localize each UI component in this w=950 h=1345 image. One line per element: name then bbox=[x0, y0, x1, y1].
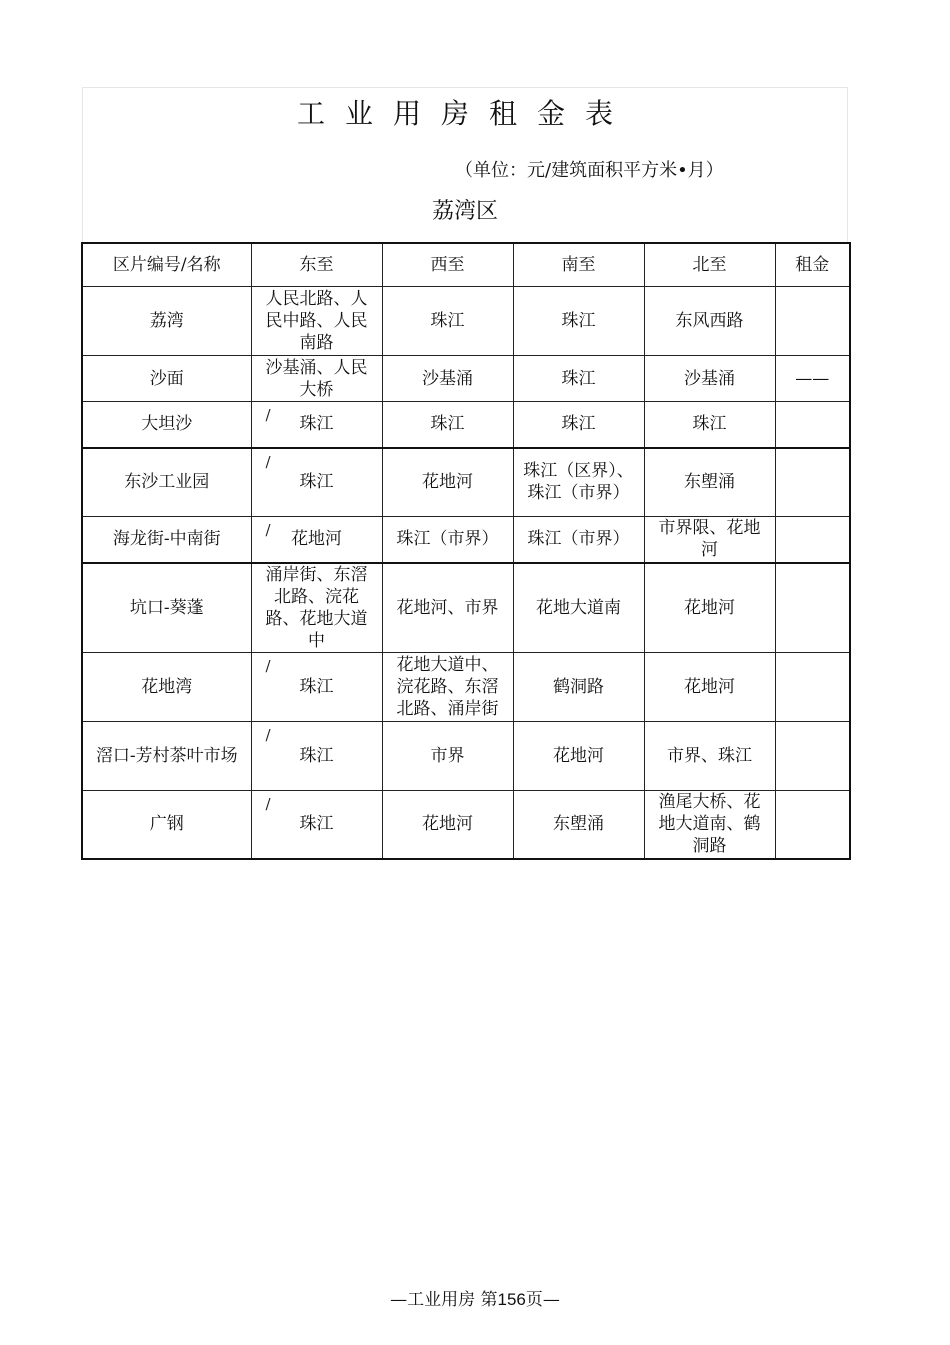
cell-south: 珠江 bbox=[513, 402, 644, 448]
cell-west: 市界 bbox=[382, 721, 513, 790]
cell-zone-name: 海龙街-中南街 bbox=[82, 517, 251, 563]
cell-south: 花地大道南 bbox=[513, 563, 644, 653]
cell-rent: —— bbox=[775, 356, 850, 402]
cell-north: 珠江 bbox=[644, 402, 775, 448]
cell-south: 珠江（市界） bbox=[513, 517, 644, 563]
header-cell-west: 西至 bbox=[382, 243, 513, 287]
page-title: 工业用房租金表 bbox=[296, 97, 633, 130]
cell-west: 花地大道中、浣花路、东滘北路、涌岸街 bbox=[382, 652, 513, 721]
header-cell-east: 东至 bbox=[251, 243, 382, 287]
slash-mark: / bbox=[265, 794, 271, 813]
cell-east-text: 珠江 bbox=[299, 472, 334, 493]
slash-mark: / bbox=[265, 521, 271, 539]
cell-north: 花地河 bbox=[644, 563, 775, 653]
cell-zone-name: 荔湾 bbox=[82, 287, 251, 356]
header-cell-south: 南至 bbox=[513, 243, 644, 287]
cell-zone-name: 大坦沙 bbox=[82, 402, 251, 448]
cell-west: 珠江 bbox=[382, 287, 513, 356]
cell-zone-name: 花地湾 bbox=[82, 652, 251, 721]
cell-east-text: 涌岸街、东滘北路、浣花路、花地大道中 bbox=[265, 564, 368, 651]
page-number: 156 bbox=[497, 1290, 526, 1309]
table-row bbox=[82, 721, 850, 790]
cell-east bbox=[251, 402, 382, 448]
unit-note: （单位：元/建筑面积平方米•月） bbox=[455, 160, 724, 181]
cell-east bbox=[251, 563, 382, 653]
header-cell-north: 北至 bbox=[644, 243, 775, 287]
header-cell-name: 区片编号/名称 bbox=[82, 243, 251, 287]
cell-east-text: 沙基涌、人民大桥 bbox=[265, 357, 368, 400]
cell-rent bbox=[775, 652, 850, 721]
cell-zone-name: 坑口-葵蓬 bbox=[82, 563, 251, 653]
cell-east bbox=[251, 790, 382, 859]
cell-south: 鹤洞路 bbox=[513, 652, 644, 721]
footer-prefix: —工业用房 第 bbox=[390, 1290, 498, 1310]
cell-east bbox=[251, 652, 382, 721]
table-header-row bbox=[82, 243, 850, 287]
cell-east-text: 珠江 bbox=[299, 414, 334, 435]
cell-south: 珠江（区界）、珠江（市界） bbox=[513, 448, 644, 517]
cell-west: 珠江（市界） bbox=[382, 517, 513, 563]
table-row bbox=[82, 448, 850, 517]
cell-north: 东塱涌 bbox=[644, 448, 775, 517]
table-row bbox=[82, 356, 850, 402]
cell-west: 花地河、市界 bbox=[382, 563, 513, 653]
slash-mark: / bbox=[265, 406, 271, 424]
slash-mark: / bbox=[265, 452, 271, 471]
cell-north: 渔尾大桥、花地大道南、鹤洞路 bbox=[644, 790, 775, 859]
table-row bbox=[82, 517, 850, 563]
cell-rent bbox=[775, 287, 850, 356]
table-row bbox=[82, 402, 850, 448]
cell-zone-name: 东沙工业园 bbox=[82, 448, 251, 517]
district-name: 荔湾区 bbox=[431, 199, 498, 224]
cell-south: 东塱涌 bbox=[513, 790, 644, 859]
cell-north: 东风西路 bbox=[644, 287, 775, 356]
cell-west: 花地河 bbox=[382, 790, 513, 859]
table-row bbox=[82, 563, 850, 653]
cell-north: 花地河 bbox=[644, 652, 775, 721]
cell-zone-name: 广钢 bbox=[82, 790, 251, 859]
cell-east bbox=[251, 721, 382, 790]
header-cell-rent: 租金 bbox=[775, 243, 850, 287]
cell-east bbox=[251, 287, 382, 356]
cell-north: 沙基涌 bbox=[644, 356, 775, 402]
cell-rent bbox=[775, 563, 850, 653]
cell-rent bbox=[775, 517, 850, 563]
cell-east-text: 珠江 bbox=[299, 676, 334, 697]
cell-east bbox=[251, 356, 382, 402]
cell-east-text: 珠江 bbox=[299, 745, 334, 766]
cell-south: 花地河 bbox=[513, 721, 644, 790]
cell-east-text: 花地河 bbox=[291, 529, 342, 550]
cell-east bbox=[251, 517, 382, 563]
cell-west: 沙基涌 bbox=[382, 356, 513, 402]
cell-west: 花地河 bbox=[382, 448, 513, 517]
slash-mark: / bbox=[265, 656, 271, 675]
rent-table bbox=[81, 242, 851, 860]
cell-east bbox=[251, 448, 382, 517]
page-footer bbox=[0, 1285, 950, 1310]
cell-zone-name: 滘口-芳村茶叶市场 bbox=[82, 721, 251, 790]
cell-north: 市界限、花地河 bbox=[644, 517, 775, 563]
cell-rent bbox=[775, 448, 850, 517]
cell-east-text: 珠江 bbox=[299, 814, 334, 835]
cell-zone-name: 沙面 bbox=[82, 356, 251, 402]
footer-suffix: 页— bbox=[525, 1290, 560, 1310]
cell-south: 珠江 bbox=[513, 356, 644, 402]
cell-rent bbox=[775, 790, 850, 859]
slash-mark: / bbox=[265, 725, 271, 744]
table-row bbox=[82, 652, 850, 721]
table-row bbox=[82, 790, 850, 859]
cell-east-text: 人民北路、人民中路、人民南路 bbox=[265, 289, 368, 353]
cell-rent bbox=[775, 721, 850, 790]
cell-north: 市界、珠江 bbox=[644, 721, 775, 790]
cell-rent bbox=[775, 402, 850, 448]
cell-west: 珠江 bbox=[382, 402, 513, 448]
table-row bbox=[82, 287, 850, 356]
cell-south: 珠江 bbox=[513, 287, 644, 356]
